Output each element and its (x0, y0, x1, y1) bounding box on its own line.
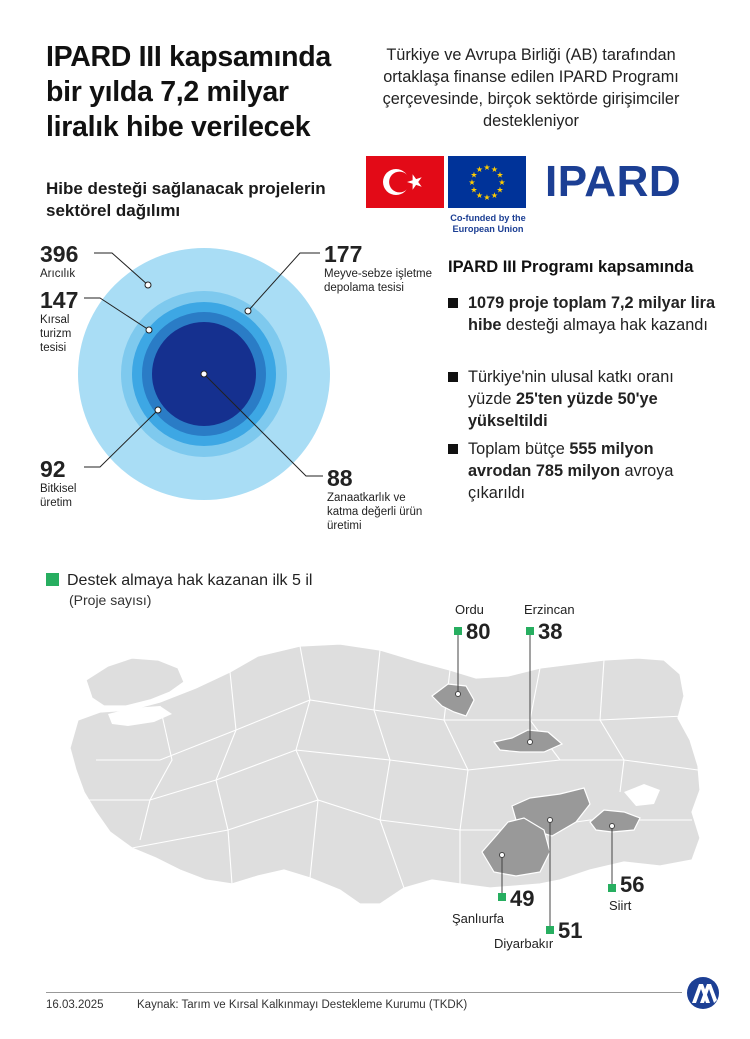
sector-value: 177 (324, 241, 363, 267)
province-value-siirt: 56 (620, 872, 645, 897)
intro-text: Türkiye ve Avrupa Birliği (AB) tarafından ortaklaşa finanse edilen IPARD Programı çerçevesinde, birçok sektörde girişimciler destekleniyor (382, 46, 680, 130)
sector-zanaatkarlik (327, 465, 427, 533)
sector-label: Meyve-sebze işletme depolama tesisi (324, 268, 433, 294)
marker-ordu-icon (454, 627, 462, 635)
bullet-bold: 1079 proje toplam 7,2 milyar lira hibe (468, 294, 716, 334)
sector-value: 88 (327, 465, 353, 491)
bullet-square-icon (448, 372, 458, 382)
dot-ordu (456, 692, 461, 697)
crescent-star-icon (366, 156, 444, 208)
bullet-square-icon (448, 298, 458, 308)
sector-kirsal-turizm (40, 287, 84, 355)
bullet-text: Türkiye'nin ulusal katkı oranı yüzde (468, 368, 674, 408)
program-title: IPARD III Programı kapsamında (448, 258, 694, 276)
dot-177 (245, 308, 251, 314)
dot-396 (145, 282, 151, 288)
dot-diyarbakir (548, 818, 553, 823)
eu-star-icon: ★ (470, 170, 478, 180)
sector-label: Arıcılık (40, 268, 76, 280)
map-subtitle: (Proje sayısı) (69, 592, 152, 608)
sector-value: 396 (40, 241, 79, 267)
province-value-sanliurfa: 49 (510, 886, 535, 911)
bullet-bold: 25'ten yüzde 50'ye yükseltildi (468, 390, 658, 430)
province-value-diyarbakir: 51 (558, 918, 583, 943)
province-value-ordu: 80 (466, 619, 491, 644)
map-legend (46, 571, 312, 591)
eu-stars-icon (448, 156, 526, 208)
cofunded-label: Co-funded by the European Union (450, 213, 526, 234)
ipard-logo: IPARD (545, 157, 682, 206)
program-bullet-3 (448, 438, 718, 504)
eu-star-icon: ★ (483, 163, 491, 172)
legend-square-icon (46, 573, 59, 586)
marker-siirt-icon (608, 884, 616, 892)
eu-star-icon: ★ (468, 178, 476, 187)
map-legend-label: Destek almaya hak kazanan ilk 5 il (67, 572, 313, 589)
eu-star-icon: ★ (496, 170, 504, 180)
sector-label: Zanaatkarlık ve katma değerli ürün üretimi (327, 492, 423, 532)
sector-aricilik (40, 241, 78, 281)
footer-date: 16.03.2025 (46, 999, 104, 1011)
eu-star-icon: ★ (490, 165, 499, 175)
sector-bitkisel (40, 456, 84, 510)
province-label-ordu: Ordu (455, 602, 484, 617)
dot-sanliurfa (500, 853, 505, 858)
eu-star-icon: ★ (483, 193, 491, 202)
turkey-flag (366, 156, 444, 208)
eu-star-icon: ★ (475, 190, 484, 200)
marker-diyarbakir-icon (546, 926, 554, 934)
sector-label: Kırsal turizm tesisi (40, 314, 72, 354)
bullet-text: Toplam bütçe (468, 440, 570, 458)
eu-star-icon: ★ (490, 190, 499, 200)
sector-value: 147 (40, 287, 79, 313)
program-bullet-1 (448, 292, 718, 336)
sector-label: Bitkisel üretim (40, 483, 77, 509)
dot-92 (155, 407, 161, 413)
sector-value: 92 (40, 456, 66, 482)
eu-flag (448, 156, 526, 208)
dot-erzincan (528, 740, 533, 745)
sector-meyve-sebze (324, 241, 434, 295)
program-bullet-2 (448, 366, 718, 432)
marker-erzincan-icon (526, 627, 534, 635)
footer-divider (46, 992, 682, 993)
province-label-diyarbakir: Diyarbakır (494, 936, 554, 951)
dot-siirt (610, 824, 615, 829)
turkey-map (0, 620, 750, 960)
province-label-siirt: Siirt (609, 898, 632, 913)
bullet-bold: 555 milyon avrodan 785 milyon (468, 440, 654, 480)
eu-star-icon: ★ (498, 178, 506, 187)
bullet-text: desteği almaya hak kazandı (501, 316, 708, 334)
marker-sanliurfa-icon (498, 893, 506, 901)
eu-star-icon: ★ (496, 185, 504, 195)
eu-star-icon: ★ (470, 185, 478, 195)
dot-88 (201, 371, 207, 377)
footer-source: Kaynak: Tarım ve Kırsal Kalkınmayı Destekleme Kurumu (TKDK) (137, 999, 468, 1011)
page-title: IPARD III kapsamında bir yılda 7,2 milyar liralık hibe verilecek (46, 41, 331, 143)
eu-star-icon: ★ (475, 165, 484, 175)
chart-title: Hibe desteği sağlanacak projelerin sektörel dağılımı (46, 179, 326, 220)
aa-logo-icon (686, 976, 720, 1010)
bullet-text: avroya çıkarıldı (468, 462, 674, 502)
province-label-erzincan: Erzincan (524, 602, 575, 617)
dot-147 (146, 327, 152, 333)
province-label-sanliurfa: Şanlıurfa (452, 911, 505, 926)
bullet-square-icon (448, 444, 458, 454)
province-value-erzincan: 38 (538, 619, 563, 644)
